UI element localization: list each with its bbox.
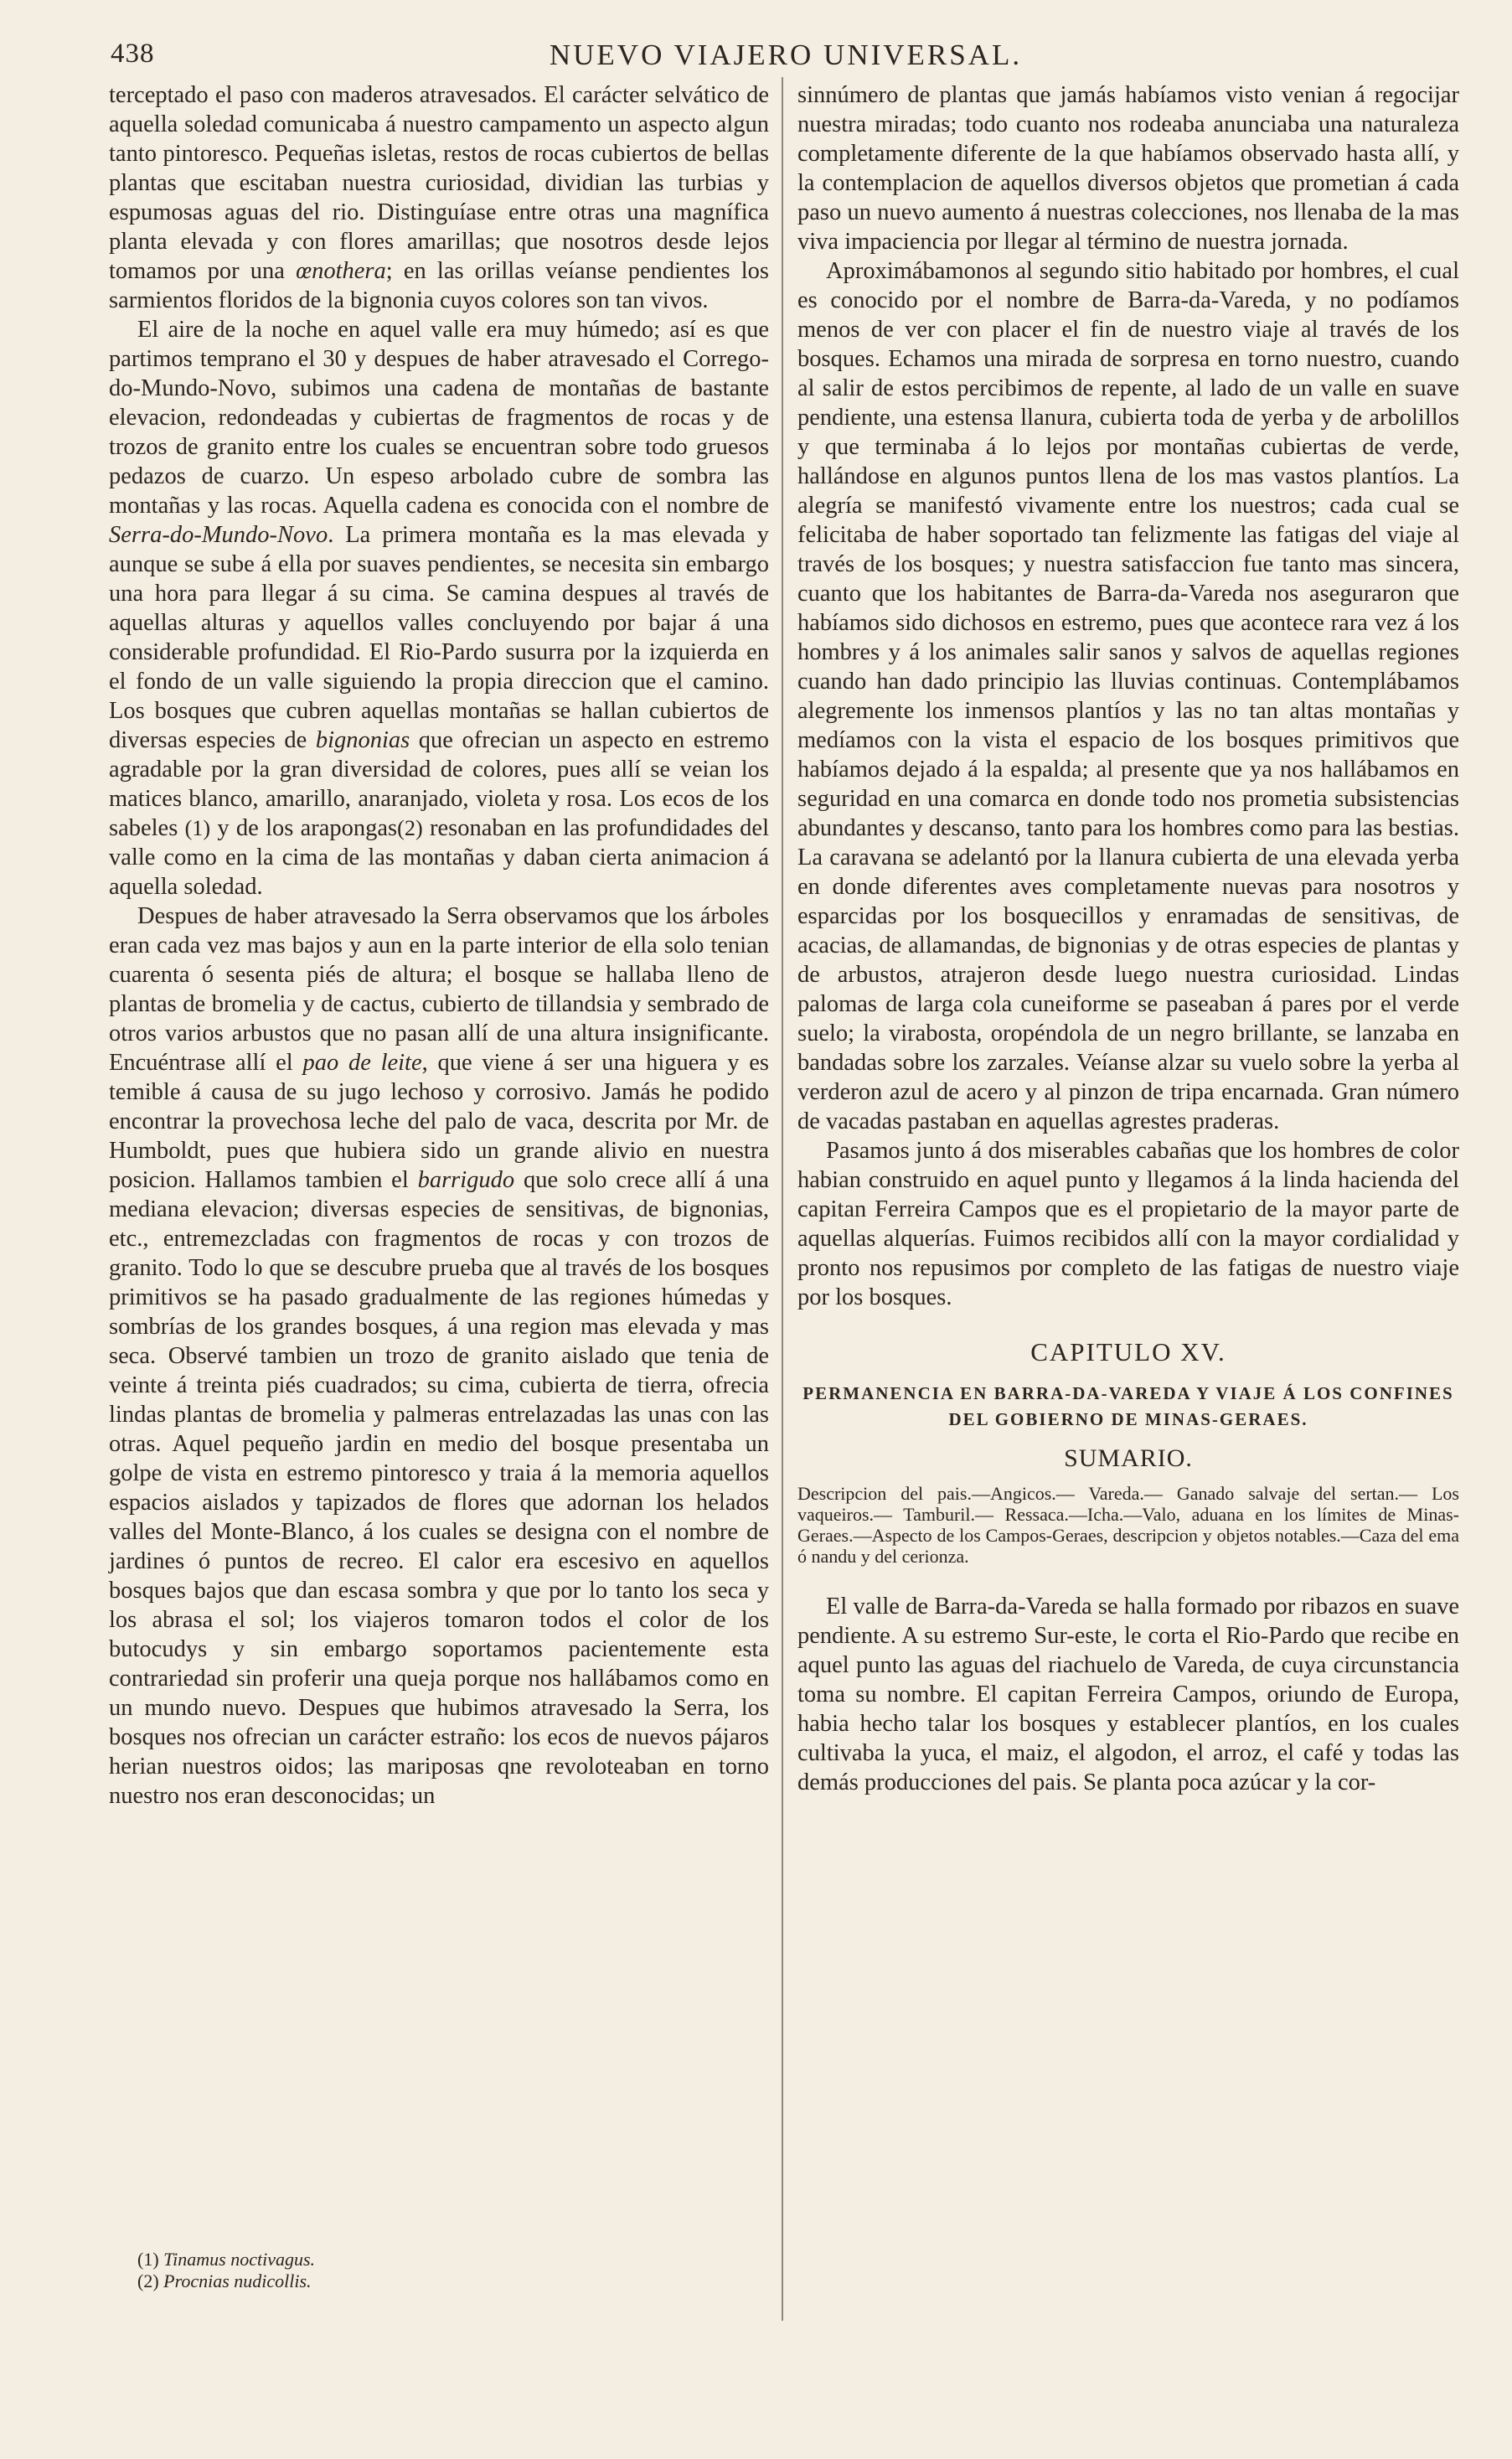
italic-term: œnothera (296, 258, 386, 284)
paragraph: El aire de la noche en aquel valle era muy húmedo; así es que partimos temprano el 30 y despues de haber atravesado el Corrego-do-Mundo-Novo, subimos una cadena de montañas de bastante elevacion, redondeadas y cubiertas de fragmentos de rocas y de trozos de granito entre los cuales se encuentran sobre todo gruesos pedazos de cuarzo. Un espeso arbolado cubre de sombra las montañas y las rocas. Aquella cadena es conocida con el nombre de Serra-do-Mundo-Novo. La primera montaña es la mas elevada y aunque se sube á ella por suaves pendientes, se necesita sin embargo una hora para llegar á su cima. Se camina despues al través de aquellas alturas y aquellos valles concluyendo por bajar á una considerable profundidad. El Rio-Pardo susurra por la izquierda en el fondo de un valle siguiendo la propia direccion que el camino. Los bosques que cubren aquellas montañas se hallan cubiertos de diversas especies de bignonias que ofrecian un aspecto en estremo agradable por la gran diversidad de colores, pues allí se veian los matices blanco, amarillo, anaranjado, violeta y rosa. Los ecos de los sabeles (1) y de los arapongas(2) resonaban en las profundidades del valle como en la cima de las montañas y daban cierta animacion á aquella soledad. (109, 317, 770, 900)
footnote-item: (2) Procnias nudicollis. (137, 2270, 312, 2291)
running-title: NUEVO VIAJERO UNIVERSAL. (549, 39, 1023, 71)
chapter-subtitle: PERMANENCIA EN BARRA-DA-VAREDA Y VIAJE Á LOS CONFINES DEL GOBIERNO DE MINAS-GERAES. (802, 1383, 1454, 1429)
summary-text: Descripcion del pais.—Angicos.— Vareda.— Ganado salvaje del sertan.— Los vaqueiros.— Tamburil.— Ressaca.—Icha.—Valo, aduana en los límites de Minas-Geraes.—Aspecto de los Campos-Geraes, descripcion y objetos notables.—Caza del ema ó nandu y del cerionza. (797, 1483, 1459, 1567)
italic-term: pao de leite (302, 1050, 422, 1076)
italic-term: Serra-do-Mundo-Novo (109, 522, 328, 548)
paragraph: Aproximábamonos al segundo sitio habitado por hombres, el cual es conocido por el nombre de Barra-da-Vareda, y no podíamos menos de ver con placer el fin de nuestro viaje al través de los bosques. Echamos una mirada de sorpresa en torno nuestro, cuando al salir de estos percibimos de repente, al lado de un valle en suave pendiente, una estensa llanura, cubierta toda de yerba y de arbolillos y que terminaba á lo lejos por montañas cubiertas de verde, hallándose en algunos puntos llena de los mas vastos plantíos. La alegría se manifestó vivamente entre los nuestros; cada cual se felicitaba de haber soportado tan felizmente las fatigas del viaje al través de los bosques; y nuestra satisfaccion fue tanto mas sincera, cuanto que los habitantes de Barra-da-Vareda nos aseguraron que habíamos sido dichosos en estremo, pues que acontece rara vez á los hombres y á los animales salir sanos y salvos de aquellas regiones cuando han dado principio las lluvias continuas. Contemplábamos alegremente los inmensos plantíos y las no tan altas montañas y medíamos con la vista el espacio de los bosques primitivos que habíamos dejado á la espalda; al presente que ya nos hallábamos en seguridad en una comarca en donde todo nos prometia subsistencias abundantes y descanso, tanto para los hombres como para las bestias. La caravana se adelantó por la llanura cubierta de una elevada yerba en donde diferentes aves completamente nuevas para nosotros y esparcidas por los bosquecillos y enramadas de sensitivas, de acacias, de allamandas, de bignonias y de otras especies de plantas y de arbustos, atrajeron desde luego nuestra curiosidad. Lindas palomas de larga cola cuneiforme se paseaban á pares por el verde suelo; la virabosta, oropéndola de un negro brillante, se lanzaba en bandadas sobre los zarzales. Veíanse alzar su vuelo sobre la yerba al verderon azul de acero y al pinzon de tripa encarnada. Gran número de vacadas pastaban en aquellas agrestes praderas. (797, 258, 1459, 1134)
footnote-item: (1) Tinamus noctivagus. (137, 2249, 316, 2270)
page-header (111, 39, 1461, 80)
chapter-title: CAPITULO XV. (1030, 1337, 1226, 1366)
left-column (109, 80, 769, 1811)
paragraph: Pasamos junto á dos miserables cabañas que los hombres de color habian construido en aquel punto y llegamos á la linda hacienda del capitan Ferreira Campos que es el propietario de la mayor parte de aquellas alquerías. Fuimos recibidos allí con la mayor cordialidad y pronto nos repusimos por completo de las fatigas de nuestro viaje por los bosques. (797, 1138, 1459, 1310)
paragraph: sinnúmero de plantas que jamás habíamos visto venian á regocijar nuestra miradas; todo cuanto nos rodeaba anunciaba una naturaleza completamente diferente de la que habíamos observado hasta allí, y la contemplacion de aquellos diversos objetos que prometian á cada paso un nuevo aumento á nuestras colecciones, nos llenaba de la mas viva impaciencia por llegar al término de nuestra jornada. (797, 82, 1459, 255)
paragraph: Despues de haber atravesado la Serra observamos que los árboles eran cada vez mas bajos y aun en la parte interior de ella solo tenian cuarenta ó sesenta piés de altura; el bosque se hallaba lleno de plantas de bromelia y de cactus, cubierto de tillandsia y sembrado de otros varios arbustos que no pasan allí de una altura insignificante. Encuéntrase allí el pao de leite, que viene á ser una higuera y es temible á causa de su jugo lechoso y corrosivo. Jamás he podido encontrar la provechosa leche del palo de vaca, descrita por Mr. de Humboldt, pues que hubiera sido un grande alivio en nuestra posicion. Hallamos tambien el barrigudo que solo crece allí á una mediana elevacion; diversas especies de sensitivas, de bignonias, etc., entremezcladas con fragmentos de rocas y con trozos de granito. Todo lo que se descubre prueba que al través de los bosques primitivos se ha pasado gradualmente de las regiones húmedas y sombrías de los grandes bosques, á una region mas elevada y mas seca. Observé tambien un trozo de granito aislado que tenia de veinte á treinta piés cuadrados; su cima, cubierta de tierra, ofrecia lindas plantas de bromelia y palmeras entrelazadas las unas con las otras. Aquel pequeño jardin en medio del bosque presentaba un golpe de vista en estremo pintoresco y traia á la memoria aquellos espacios aislados y tapizados de flores que adornan los helados valles del Monte-Blanco, á los cuales se designa con el nombre de jardines ó puntos de recreo. El calor era escesivo en aquellos bosques bajos que dan escasa sombra y que por lo tanto los seca y los abrasa el sol; los viajeros tomaron todos el color de los butocudys y sin embargo soportamos pacientemente esta contrariedad sin proferir una queja porque nos hallábamos como en un mundo nuevo. Despues que hubimos atravesado la Serra, los bosques nos ofrecian un carácter estraño: los ecos de nuevos pájaros herian nuestros oidos; las mariposas qne revoloteaban en torno nuestro nos eran desconocidas; un (109, 903, 769, 1809)
footnote-reference[interactable]: (2) (397, 816, 423, 840)
italic-term: barrigudo (417, 1167, 515, 1193)
paragraph: El valle de Barra-da-Vareda se halla formado por ribazos en suave pendiente. A su estremo Sur-este, le corta el Rio-Pardo que recibe en aquel punto las aguas del riachuelo de Vareda, de cuya circunstancia toma su nombre. El capitan Ferreira Campos, oriundo de Europa, habia hecho talar los bosques y establecer plantíos, en los cuales cultivaba la yuca, el maiz, el algodon, el arroz, el café y todas las demás producciones del pais. Se planta poca azúcar y la cor- (797, 1594, 1459, 1795)
footnotes (137, 2249, 724, 2292)
page-number: 438 (111, 39, 155, 69)
summary-heading: SUMARIO. (1064, 1444, 1193, 1472)
footnote-reference[interactable]: (1) (184, 816, 211, 840)
italic-term: bignonias (315, 727, 410, 753)
paragraph: terceptado el paso con maderos atravesados. El carácter selvático de aquella soledad comunicaba á nuestro campamento un aspecto algun tanto pintoresco. Pequeñas isletas, restos de rocas cubiertos de bellas plantas que escitaban nuestra curiosidad, dividian las turbias y espumosas aguas del rio. Distinguíase entre otras una magnífica planta elevada y con flores amarillas; que nosotros desde lejos tomamos por una œnothera; en las orillas veíanse pendientes los sarmientos floridos de la bignonia cuyos colores son tan vivos. (109, 82, 770, 313)
right-column (797, 80, 1459, 1797)
column-divider (782, 77, 783, 2321)
